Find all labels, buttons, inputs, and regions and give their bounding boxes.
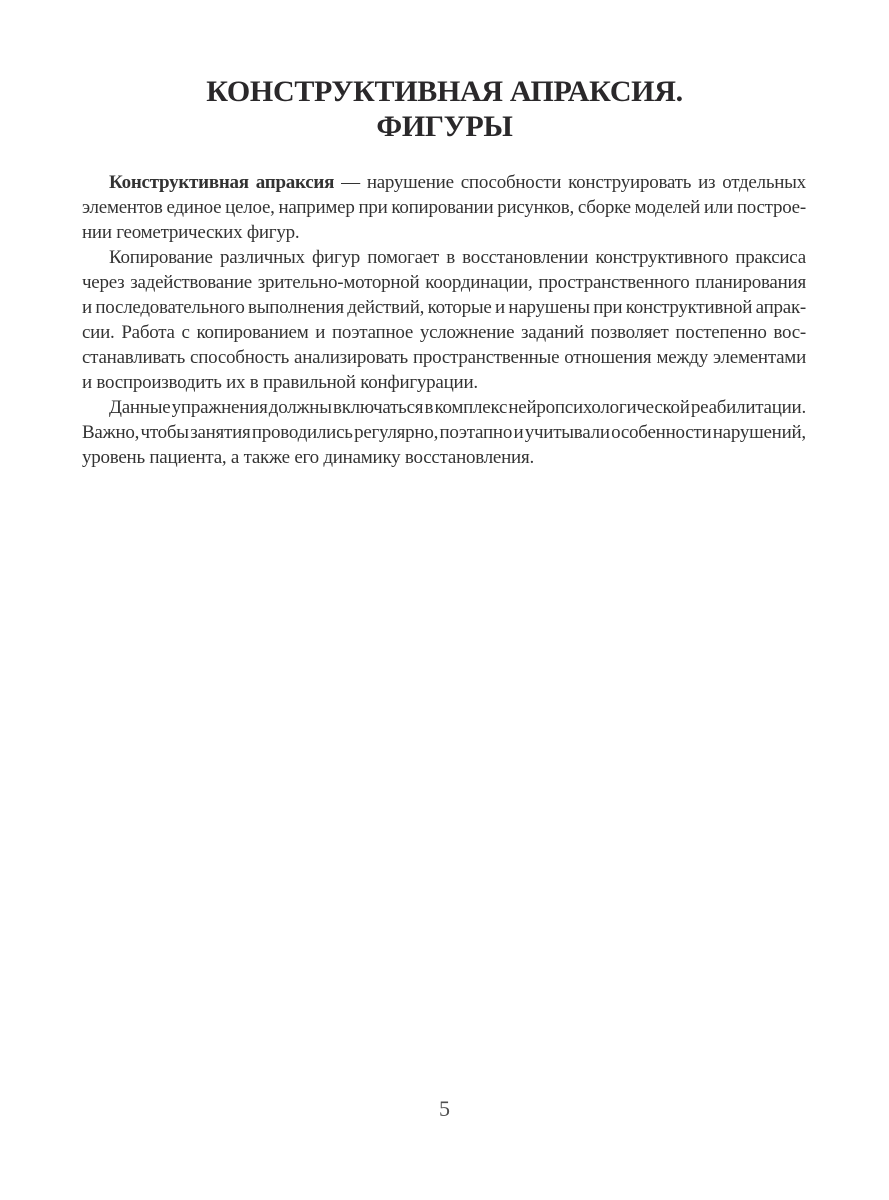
word: зрительно-моторной — [257, 272, 420, 293]
word: поэтапно — [439, 422, 513, 443]
word: копированием — [196, 322, 309, 343]
word: нарушены — [508, 297, 590, 318]
word: копировании — [391, 197, 494, 218]
word: пространственные — [412, 347, 560, 368]
word: и — [513, 422, 524, 443]
word: Данные — [109, 397, 171, 418]
word: фигур — [311, 247, 361, 268]
word: конструировать — [568, 172, 692, 193]
word: и — [495, 297, 505, 318]
word: заданий — [521, 322, 584, 343]
word: последовательного — [95, 297, 245, 318]
text-line — [82, 170, 806, 195]
word: построе- — [736, 197, 806, 218]
word: реабилитации. — [690, 397, 806, 418]
word: при — [358, 197, 388, 218]
word: единое — [166, 197, 222, 218]
word: целое, — [225, 197, 275, 218]
word: постепенно — [675, 322, 767, 343]
word: анализировать — [294, 347, 408, 368]
page-title — [0, 74, 889, 144]
word: проводились — [251, 422, 353, 443]
text-segment: уровень пациента, а также его динамику восстановления. — [82, 447, 534, 468]
word: нарушений, — [712, 422, 806, 443]
word: Работа — [121, 322, 175, 343]
text-segment: нии геометрических фигур. — [82, 222, 300, 243]
word: отдельных — [722, 172, 806, 193]
word: включаться — [332, 397, 424, 418]
word: и — [315, 322, 326, 343]
word: регулярно, — [354, 422, 439, 443]
word: комплекс — [434, 397, 508, 418]
word: координации, — [425, 272, 533, 293]
word: чтобы — [140, 422, 189, 443]
word: Копирование — [109, 247, 213, 268]
word: например — [278, 197, 355, 218]
word: позволяет — [590, 322, 669, 343]
word: из — [698, 172, 716, 193]
text-line — [82, 295, 806, 320]
word: элементов — [82, 197, 163, 218]
word: конструктивной — [625, 297, 753, 318]
text-line — [82, 420, 806, 445]
word: сборке — [577, 197, 631, 218]
text-line — [82, 320, 806, 345]
word: через — [82, 272, 125, 293]
word: апраксия — [255, 172, 335, 193]
word: Конструктивная — [109, 172, 249, 193]
text-line — [82, 345, 806, 370]
word: рисунков, — [497, 197, 574, 218]
word: — — [341, 172, 360, 193]
word: Важно, — [82, 422, 140, 443]
word: моделей — [634, 197, 701, 218]
word: или — [703, 197, 733, 218]
text-line — [82, 245, 806, 270]
word: сии. — [82, 322, 115, 343]
word: в — [446, 247, 455, 268]
word: восстановлении — [462, 247, 589, 268]
word: выполнения — [248, 297, 344, 318]
page-title-line-2: ФИГУРЫ — [376, 110, 513, 143]
word: станавливать — [82, 347, 186, 368]
text-line — [82, 395, 806, 420]
word: праксиса — [735, 247, 806, 268]
text-line — [82, 195, 806, 220]
page-number: 5 — [439, 1096, 450, 1121]
word: нарушение — [366, 172, 454, 193]
word: планирования — [695, 272, 806, 293]
text-line — [82, 445, 806, 470]
text-segment: и воспроизводить их в правильной конфигурации. — [82, 372, 478, 393]
word: апрак- — [755, 297, 806, 318]
word: способность — [190, 347, 290, 368]
word: и — [82, 297, 92, 318]
word: учитывали — [524, 422, 610, 443]
word: нейропсихологической — [508, 397, 690, 418]
word: вос- — [773, 322, 806, 343]
word: которые — [427, 297, 492, 318]
page-title-line-1: КОНСТРУКТИВНАЯ АПРАКСИЯ. — [206, 75, 683, 108]
word: различных — [219, 247, 305, 268]
word: упражнения — [171, 397, 268, 418]
word: элементами — [712, 347, 806, 368]
word: действий, — [347, 297, 425, 318]
word: занятия — [190, 422, 251, 443]
word: отношения — [564, 347, 652, 368]
text-line — [82, 270, 806, 295]
word: в — [424, 397, 434, 418]
text-line — [82, 220, 806, 245]
word: при — [593, 297, 623, 318]
word: конструктивного — [595, 247, 729, 268]
word: задействование — [130, 272, 252, 293]
word: помогает — [367, 247, 440, 268]
word: поэтапное — [332, 322, 414, 343]
word: способности — [460, 172, 562, 193]
word: пространственного — [538, 272, 690, 293]
text-line — [82, 370, 806, 395]
word: с — [181, 322, 190, 343]
word: усложнение — [419, 322, 515, 343]
word: особенности — [611, 422, 712, 443]
body-text — [82, 170, 806, 470]
word: между — [656, 347, 708, 368]
word: должны — [268, 397, 332, 418]
